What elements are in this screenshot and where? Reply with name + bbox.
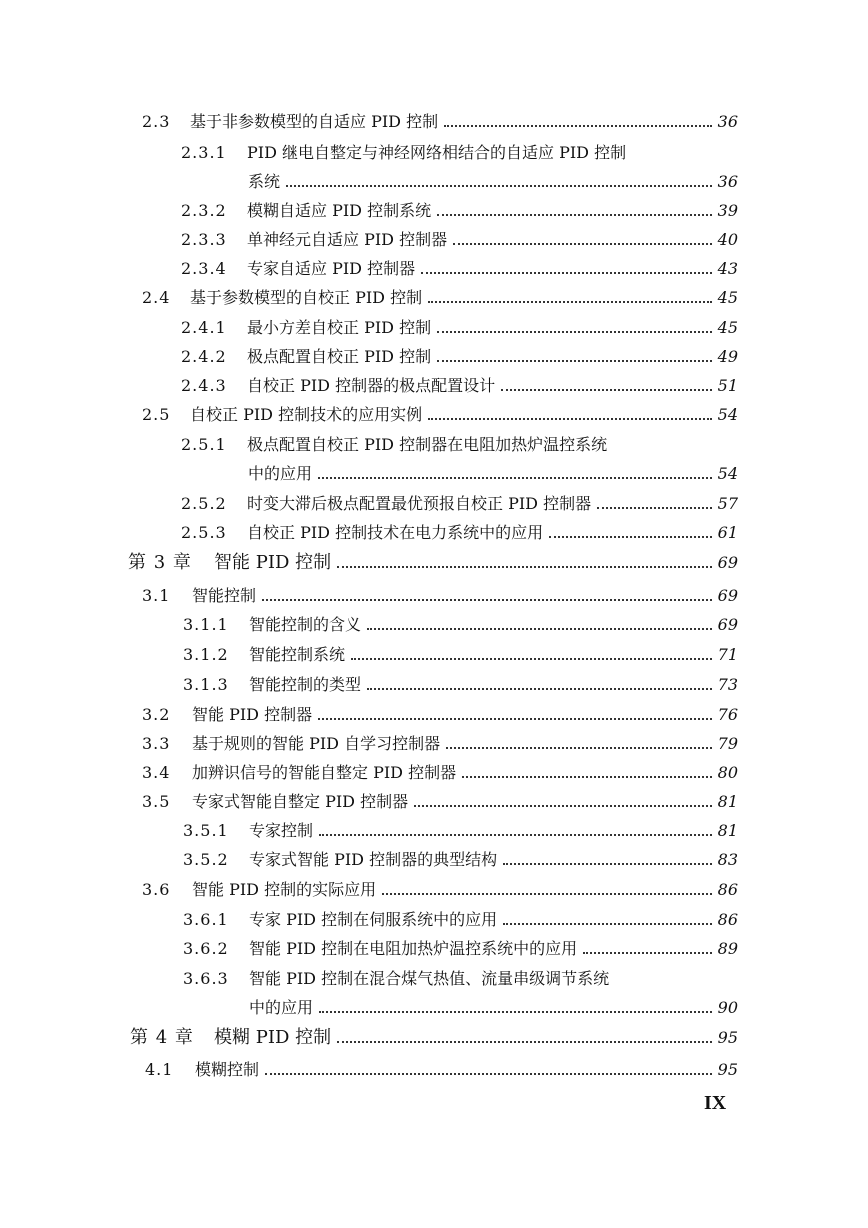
toc-entry xyxy=(181,226,738,250)
toc-entry-title: 智能 PID 控制在混合煤气热值、流量串级调节系统 xyxy=(249,969,610,988)
toc-entry-page: 54 xyxy=(717,405,738,424)
toc-entry xyxy=(142,876,738,900)
dot-leader xyxy=(583,951,712,954)
toc-entry-page: 81 xyxy=(717,792,738,811)
toc-entry-page: 69 xyxy=(717,615,738,634)
toc-entry-number: 2.4.1 xyxy=(181,318,227,337)
dot-leader xyxy=(319,1010,712,1013)
toc-entry-title: 基于参数模型的自校正 PID 控制 xyxy=(190,288,423,307)
toc-entry xyxy=(183,965,688,989)
toc-entry xyxy=(183,611,738,635)
toc-entry-title: 时变大滞后极点配置最优预报自校正 PID 控制器 xyxy=(247,494,592,513)
toc-entry-page: 49 xyxy=(717,347,738,366)
toc-entry xyxy=(142,701,738,725)
dot-leader xyxy=(446,746,712,749)
toc-entry-title: 专家控制 xyxy=(249,821,314,840)
toc-entry-number: 2.5.3 xyxy=(181,523,227,542)
toc-entry-page: 83 xyxy=(717,850,738,869)
dot-leader xyxy=(421,271,712,274)
toc-entry-title-continued: 系统 xyxy=(248,172,281,191)
toc-entry-title: 智能控制的类型 xyxy=(249,675,362,694)
toc-entry-page: 73 xyxy=(717,675,738,694)
toc-entry-page: 95 xyxy=(717,1028,738,1047)
toc-entry xyxy=(142,582,738,606)
toc-entry-page: 51 xyxy=(717,376,738,395)
toc-entry xyxy=(181,255,738,279)
toc-chapter-title: 智能 PID 控制 xyxy=(214,552,332,573)
toc-entry-page: 45 xyxy=(717,318,738,337)
toc-entry-page: 79 xyxy=(717,734,738,753)
dot-leader xyxy=(549,535,712,538)
dot-leader xyxy=(597,506,712,509)
toc-entry-number: 3.4 xyxy=(142,763,171,782)
dot-leader xyxy=(265,1072,712,1075)
toc-entry xyxy=(142,401,738,425)
toc-entry xyxy=(142,759,738,783)
toc-entry-title: 智能控制系统 xyxy=(249,645,346,664)
toc-entry-title: 基于非参数模型的自适应 PID 控制 xyxy=(190,112,439,131)
dot-leader xyxy=(319,833,712,836)
dot-leader xyxy=(437,330,712,333)
toc-entry xyxy=(145,1056,738,1080)
dot-leader xyxy=(503,862,712,865)
toc-entry-continuation xyxy=(248,168,738,192)
dot-leader xyxy=(351,657,712,660)
toc-entry-page: 54 xyxy=(717,464,738,483)
toc-entry-page: 69 xyxy=(717,586,738,605)
toc-entry-page: 81 xyxy=(717,821,738,840)
toc-entry-title: 极点配置自校正 PID 控制器在电阻加热炉温控系统 xyxy=(247,435,608,454)
dot-leader xyxy=(318,476,712,479)
dot-leader xyxy=(367,627,712,630)
toc-entry-number: 4.1 xyxy=(145,1060,174,1079)
toc-entry-title: 加辨识信号的智能自整定 PID 控制器 xyxy=(192,763,457,782)
toc-entry xyxy=(181,197,738,221)
toc-entry-title: 自校正 PID 控制技术的应用实例 xyxy=(190,405,423,424)
toc-entry-number: 2.3.2 xyxy=(181,201,227,220)
toc-entry-title: 专家式智能自整定 PID 控制器 xyxy=(192,792,409,811)
toc-entry xyxy=(142,284,738,308)
dot-leader xyxy=(503,922,712,925)
toc-entry xyxy=(183,846,738,870)
toc-entry-page: 36 xyxy=(717,172,738,191)
toc-entry-title-continued: 中的应用 xyxy=(249,998,314,1017)
toc-entry-title: 模糊控制 xyxy=(195,1060,260,1079)
toc-entry-number: 2.5.2 xyxy=(181,494,227,513)
toc-entry-number: 3.5 xyxy=(142,792,171,811)
toc-entry-page: 45 xyxy=(717,288,738,307)
dot-leader xyxy=(437,213,712,216)
toc-entry-title: 智能控制 xyxy=(192,586,257,605)
toc-entry xyxy=(181,314,738,338)
toc-entry-title: 模糊自适应 PID 控制系统 xyxy=(247,201,432,220)
toc-entry-title: 自校正 PID 控制技术在电力系统中的应用 xyxy=(247,523,544,542)
toc-entry-title: 专家自适应 PID 控制器 xyxy=(247,259,416,278)
toc-entry-page: 43 xyxy=(717,259,738,278)
toc-entry-continuation xyxy=(249,994,738,1018)
toc-entry-number: 2.5 xyxy=(142,405,171,424)
toc-entry-page: 57 xyxy=(717,494,738,513)
toc-entry-number: 3.6.2 xyxy=(183,939,229,958)
toc-entry-page: 86 xyxy=(717,910,738,929)
toc-entry xyxy=(181,372,738,396)
toc-entry-number: 3.1.1 xyxy=(183,615,229,634)
toc-entry xyxy=(181,343,738,367)
toc-entry-title: 单神经元自适应 PID 控制器 xyxy=(247,230,448,249)
toc-entry-page: 80 xyxy=(717,763,738,782)
dot-leader xyxy=(286,184,712,187)
toc-entry-number: 3.1.3 xyxy=(183,675,229,694)
toc-entry-continuation xyxy=(248,460,738,484)
toc-entry-number: 2.3 xyxy=(142,112,171,131)
toc-entry-number: 2.4.2 xyxy=(181,347,227,366)
toc-entry-number: 2.5.1 xyxy=(181,435,227,454)
toc-entry-title: 智能控制的含义 xyxy=(249,615,362,634)
toc-entry-number: 3.6 xyxy=(142,880,171,899)
dot-leader xyxy=(462,775,712,778)
toc-entry-number: 3.1 xyxy=(142,586,171,605)
toc-entry xyxy=(181,519,738,543)
toc-entry xyxy=(183,906,738,930)
toc-entry-page: 69 xyxy=(717,553,738,572)
toc-entry xyxy=(183,641,738,665)
dot-leader xyxy=(337,565,712,568)
toc-entry-page: 90 xyxy=(717,998,738,1017)
toc-entry-title-continued: 中的应用 xyxy=(248,464,313,483)
toc-entry-title: 智能 PID 控制器 xyxy=(192,705,313,724)
toc-entry-page: 76 xyxy=(717,705,738,724)
toc-entry xyxy=(183,935,738,959)
toc-chapter-number: 第 3 章 xyxy=(128,552,192,573)
toc-entry-title: 最小方差自校正 PID 控制 xyxy=(247,318,432,337)
toc-entry-number: 2.3.1 xyxy=(181,143,227,162)
toc-entry-page: 36 xyxy=(717,112,738,131)
dot-leader xyxy=(318,717,712,720)
dot-leader xyxy=(337,1040,712,1043)
toc-entry-page: 89 xyxy=(717,939,738,958)
dot-leader xyxy=(382,892,712,895)
dot-leader xyxy=(453,242,712,245)
toc-entry-page: 86 xyxy=(717,880,738,899)
toc-entry-title: PID 继电自整定与神经网络相结合的自适应 PID 控制 xyxy=(247,143,627,162)
toc-entry-title: 专家式智能 PID 控制器的典型结构 xyxy=(249,850,498,869)
toc-entry-number: 3.2 xyxy=(142,705,171,724)
toc-entry-page: 71 xyxy=(717,645,738,664)
toc-chapter-entry xyxy=(128,549,738,573)
toc-entry-number: 3.6.1 xyxy=(183,910,229,929)
toc-entry-number: 2.4.3 xyxy=(181,376,227,395)
toc-entry-page: 95 xyxy=(717,1060,738,1079)
toc-entry xyxy=(181,431,688,455)
dot-leader xyxy=(437,359,712,362)
dot-leader xyxy=(444,124,712,127)
toc-entry xyxy=(183,817,738,841)
toc-entry-title: 极点配置自校正 PID 控制 xyxy=(247,347,432,366)
dot-leader xyxy=(414,804,712,807)
toc-entry-title: 专家 PID 控制在伺服系统中的应用 xyxy=(249,910,498,929)
toc-entry-page: 61 xyxy=(717,523,738,542)
toc-entry-number: 2.3.4 xyxy=(181,259,227,278)
toc-entry xyxy=(142,108,738,132)
toc-entry xyxy=(142,730,738,754)
toc-entry-page: 39 xyxy=(717,201,738,220)
toc-entry xyxy=(181,139,688,163)
toc-entry-number: 2.4 xyxy=(142,288,171,307)
toc-entry-number: 3.6.3 xyxy=(183,969,229,988)
toc-chapter-title: 模糊 PID 控制 xyxy=(214,1027,332,1048)
toc-entry-title: 基于规则的智能 PID 自学习控制器 xyxy=(192,734,441,753)
toc-entry xyxy=(181,490,738,514)
dot-leader xyxy=(428,300,712,303)
toc-entry-number: 3.5.1 xyxy=(183,821,229,840)
toc-entry-title: 自校正 PID 控制器的极点配置设计 xyxy=(247,376,496,395)
dot-leader xyxy=(501,388,712,391)
toc-chapter-number: 第 4 章 xyxy=(130,1027,194,1048)
toc-entry xyxy=(183,671,738,695)
toc-entry-number: 2.3.3 xyxy=(181,230,227,249)
page-number: IX xyxy=(704,1092,727,1114)
dot-leader xyxy=(428,417,712,420)
dot-leader xyxy=(262,598,712,601)
toc-entry-page: 40 xyxy=(717,230,738,249)
dot-leader xyxy=(367,687,712,690)
toc-entry-title: 智能 PID 控制的实际应用 xyxy=(192,880,377,899)
toc-entry-number: 3.1.2 xyxy=(183,645,229,664)
toc-chapter-entry xyxy=(130,1024,738,1048)
toc-entry-number: 3.5.2 xyxy=(183,850,229,869)
toc-entry-number: 3.3 xyxy=(142,734,171,753)
toc-entry-title: 智能 PID 控制在电阻加热炉温控系统中的应用 xyxy=(249,939,578,958)
toc-entry xyxy=(142,788,738,812)
